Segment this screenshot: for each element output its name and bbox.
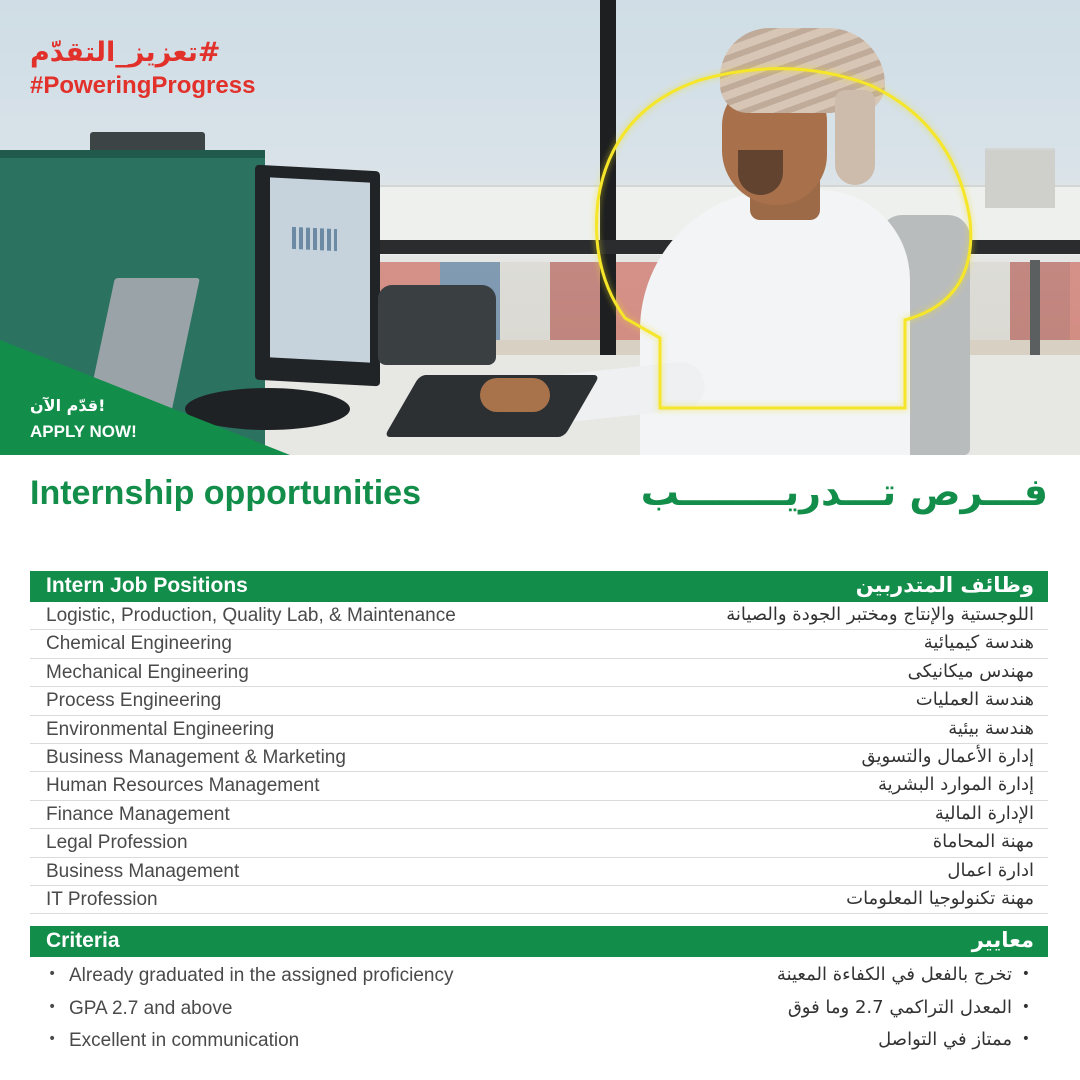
jobs-header-bar: [30, 571, 1048, 602]
hashtag-english: #PoweringProgress: [30, 72, 256, 99]
job-title-arabic: مهنة تكنولوجيا المعلومات: [846, 887, 1034, 909]
criteria-text-english: GPA 2.7 and above: [69, 997, 233, 1019]
hashtags: [30, 36, 255, 102]
job-row: [30, 659, 1048, 687]
job-title-english: Business Management: [46, 860, 240, 882]
job-row: [30, 858, 1048, 886]
bullet-icon: •: [48, 1031, 57, 1047]
window-frame: [600, 0, 616, 360]
desk-phone: [378, 285, 496, 365]
job-title-arabic: هندسة بيئية: [948, 717, 1034, 739]
job-row: [30, 801, 1048, 829]
job-title-arabic: اللوجستية والإنتاج ومختبر الجودة والصيانة: [726, 604, 1034, 625]
bullet-icon: •: [1021, 1031, 1030, 1047]
criteria-header-bar: [30, 926, 1048, 957]
job-title-english: Human Resources Management: [46, 775, 320, 797]
page-title-english: Internship opportunities: [30, 474, 421, 512]
job-title-arabic: إدارة الأعمال والتسويق: [861, 745, 1034, 767]
bullet-icon: •: [48, 998, 57, 1015]
job-row: [30, 602, 1048, 630]
criteria-text-english: Excellent in communication: [69, 1030, 300, 1051]
job-row: [30, 772, 1048, 800]
criteria-text-arabic: المعدل التراكمي 2.7 وما فوق: [787, 996, 1012, 1018]
job-title-arabic: مهندس ميكانيكى: [907, 660, 1034, 682]
bullet-icon: •: [1021, 998, 1030, 1015]
bullet-icon: •: [1021, 966, 1030, 982]
job-title-english: IT Profession: [46, 888, 158, 910]
criteria-text-english: Already graduated in the assigned proficiency: [69, 965, 454, 986]
person-hand: [480, 378, 550, 412]
apply-now-arabic[interactable]: قدّم الآن!: [30, 396, 106, 415]
job-row: [30, 687, 1048, 715]
job-row: [30, 716, 1048, 744]
hashtag-arabic: #تعزيز_التقدّم: [30, 37, 221, 68]
job-title-arabic: هندسة العمليات: [915, 689, 1034, 711]
job-row: [30, 630, 1048, 658]
criteria-row: [30, 1025, 1048, 1058]
criteria-text-arabic: ممتاز في التواصل: [878, 1029, 1012, 1050]
person-beard: [738, 150, 783, 195]
page-title-arabic: فـــرص تـــدريــــــــب: [640, 470, 1048, 514]
monitor-chart: [292, 227, 337, 251]
job-title-english: Mechanical Engineering: [46, 661, 249, 683]
job-title-english: Business Management & Marketing: [46, 746, 346, 768]
person-massar-tail: [835, 90, 875, 185]
hero-photo: [0, 0, 1080, 455]
job-row: [30, 886, 1048, 914]
criteria-text-arabic: تخرج بالفعل في الكفاءة المعينة: [776, 964, 1012, 985]
person-dishdasha: [640, 190, 910, 455]
jobs-header-arabic: وظائف المتدربين: [855, 573, 1034, 597]
jobs-list: [30, 602, 1048, 914]
job-title-arabic: الإدارة المالية: [934, 802, 1034, 824]
criteria-row: [30, 993, 1048, 1026]
job-row: [30, 744, 1048, 772]
criteria-header-english: Criteria: [46, 929, 120, 952]
apply-now-english[interactable]: APPLY NOW!: [30, 422, 137, 441]
job-title-english: Legal Profession: [46, 832, 188, 854]
job-title-english: Process Engineering: [46, 690, 222, 712]
job-title-english: Chemical Engineering: [46, 633, 232, 655]
job-title-arabic: إدارة الموارد البشرية: [877, 774, 1034, 796]
job-title-arabic: ادارة اعمال: [947, 859, 1034, 881]
criteria-list: [30, 960, 1048, 1058]
job-title-english: Logistic, Production, Quality Lab, & Maintenance: [46, 605, 456, 626]
job-title-english: Finance Management: [46, 803, 230, 825]
job-title-arabic: مهنة المحاماة: [932, 831, 1034, 853]
job-title-english: Environmental Engineering: [46, 718, 275, 740]
job-title-arabic: هندسة كيميائية: [923, 632, 1034, 654]
job-row: [30, 829, 1048, 857]
jobs-header-english: Intern Job Positions: [46, 574, 248, 597]
criteria-row: [30, 960, 1048, 993]
criteria-header-arabic: معايير: [971, 928, 1034, 952]
bullet-icon: •: [48, 966, 57, 982]
background-tank: [985, 148, 1055, 208]
monitor-screen: [270, 177, 370, 362]
